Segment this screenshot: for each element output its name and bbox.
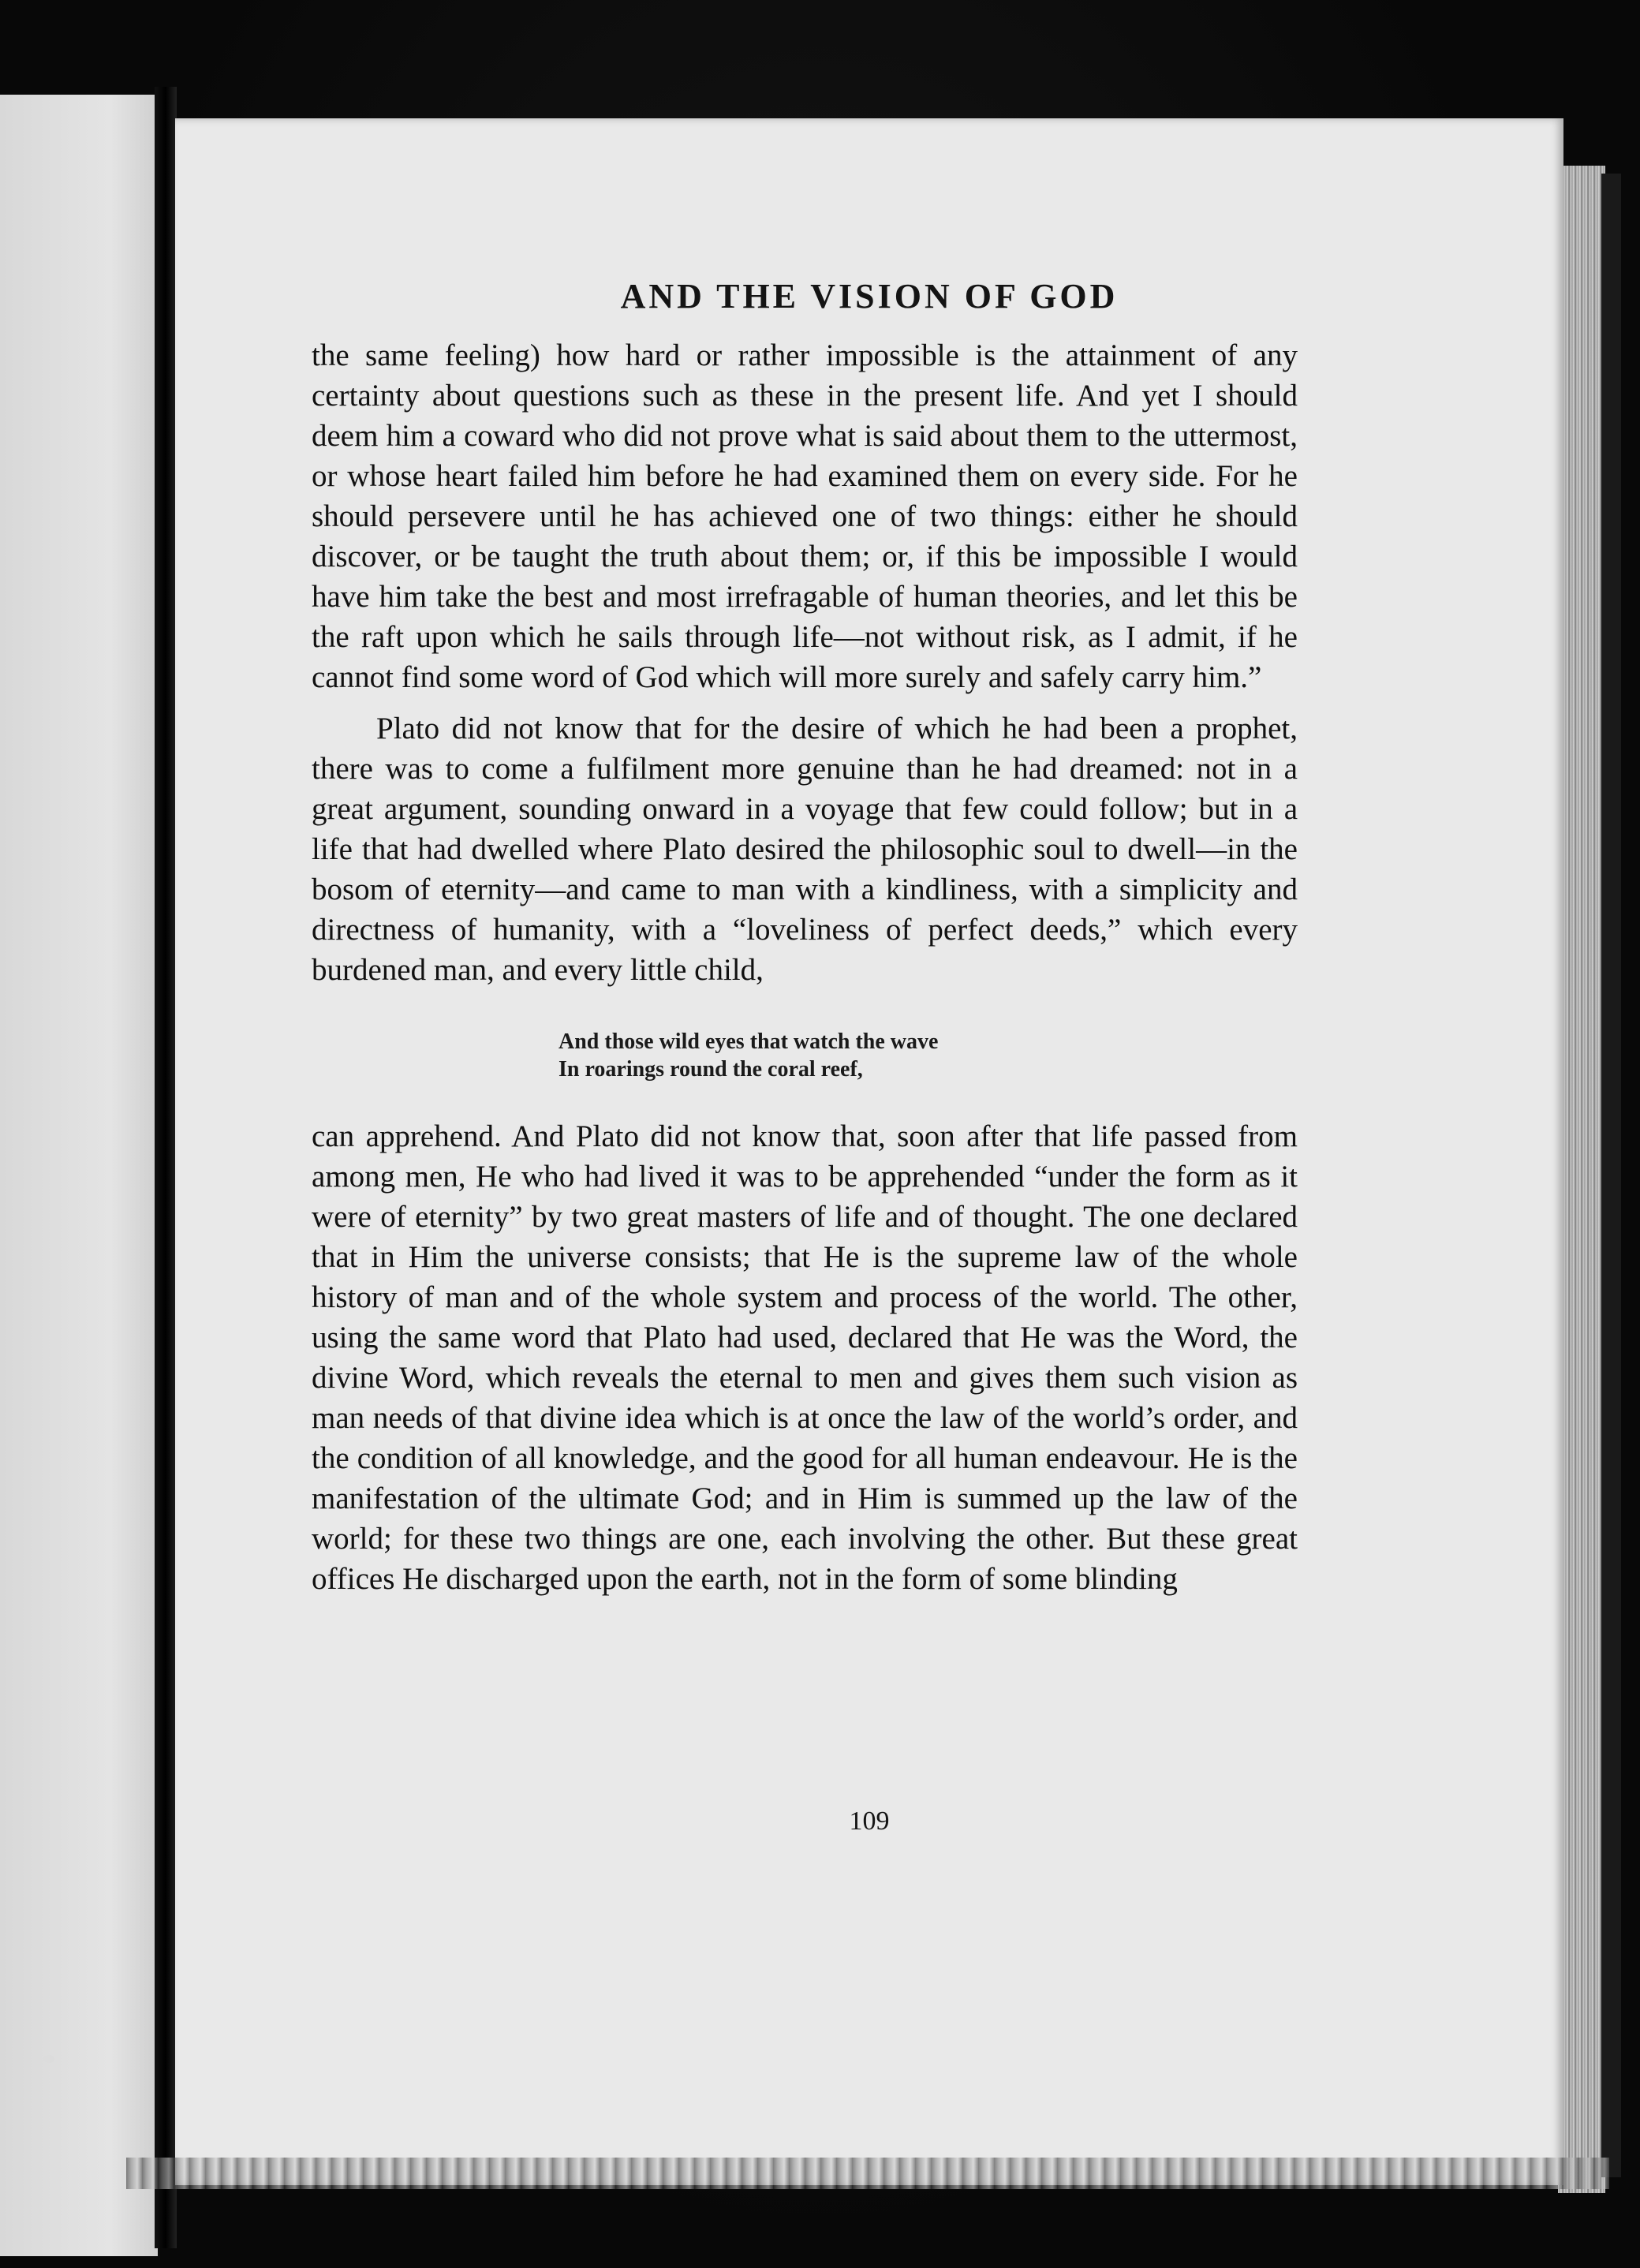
page-block-shadow [1601, 174, 1621, 2177]
verse-line-1: And those wild eyes that watch the wave [558, 1029, 939, 1054]
verse-quotation [558, 1028, 1298, 1083]
facing-page-edge [0, 95, 158, 2256]
page-bottom-edge [126, 2158, 1609, 2189]
running-head: AND THE VISION OF GOD [620, 277, 1119, 316]
page-number: 109 [849, 1807, 890, 1836]
page-block-edge [1558, 166, 1605, 2193]
body-text [312, 335, 1298, 1599]
verse-line-2: In roarings round the coral reef, [558, 1057, 863, 1082]
paragraph-2: Plato did not know that for the desire of which he had been a prophet, there was to come a fulfilment more genuine than he had dreamed: not in a great argument, sounding onward in a voyage that few could follow; but in a life that had dwelled where Plato desired the philosophic soul to dwell—in the bosom of eternity—and came to man with a kindliness, with a simplicity and directness of humanity, with a “loveliness of perfect deeds,” which every burdened man, and every little child, [312, 712, 1298, 987]
paragraph-1: the same feeling) how hard or rather impossible is the attainment of any certainty about questions such as these in the present life. And yet I should deem him a coward who did not prove what is said about them to the uttermost, or whose heart failed him before he had examined them on every side. For he should persevere until he has achieved one of two things: either he should discover, or be taught the truth about them; or, if this be impossible I would have him take the best and most irrefragable of human theories, and let this be the raft upon which he sails through life—not without risk, as I admit, if he cannot find some word of God which will more surely and safely carry him.” [312, 338, 1298, 694]
scan-speck [43, 2055, 54, 2063]
book-gutter [155, 87, 177, 2248]
paragraph-3: can apprehend. And Plato did not know that, soon after that life passed from among men, He who had lived it was to be apprehended “under the form as it were of eternity” by two great masters of life and of thought. The one declared that in Him the universe consists; that He is the supreme law of the whole history of man and of the whole system and process of the world. The other, using the same word that Plato had used, declared that He was the Word, the divine Word, which reveals the eternal to men and gives them such vision as man needs of that divine idea which is at once the law of the world’s order, and the condition of all knowledge, and the good for all human endeavour. He is the manifestation of the ultimate God; and in Him is summed up the law of the world; for these two things are one, each involving the other. But these great offices He discharged upon the earth, not in the form of some blinding [312, 1119, 1298, 1596]
